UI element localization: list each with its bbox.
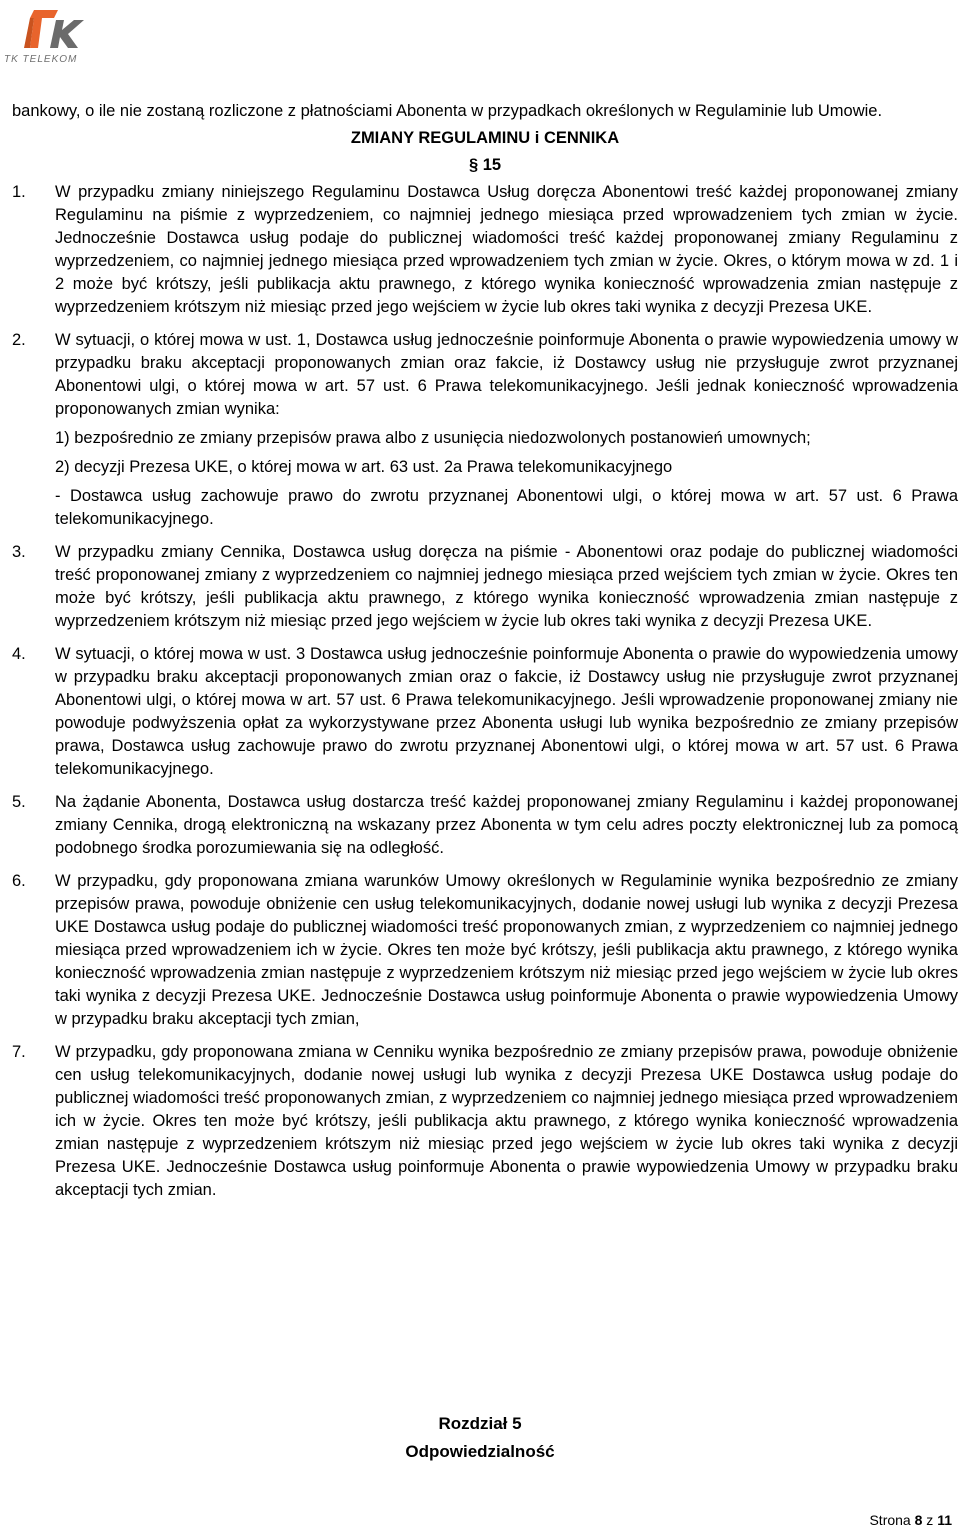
section-number: § 15	[468, 156, 502, 174]
list-item	[12, 643, 958, 781]
item-number: 2.	[12, 331, 26, 349]
document-body	[12, 100, 958, 1212]
item-number: 4.	[12, 645, 26, 663]
logo-text: TK TELEKOM	[4, 54, 78, 65]
sub-item: 1) bezpośrednio ze zmiany przepisów prawa albo z usunięcia niedozwolonych postanowień umownych;	[55, 429, 811, 447]
item-text: W przypadku zmiany Cennika, Dostawca usług doręcza na piśmie - Abonentowi oraz podaje do publicznej wiadomości treść proponowanej zmiany z wyprzedzeniem co najmniej jednego miesiąca przed wejściem tych zmian w życie. Okres ten może być krótszy, jeśli publikacja aktu prawnego, z którego wynika konieczność wprowadzenia zmian następuje z wyprzedzeniem krótszym niż miesiąc przed jego wejściem w życie lub okres taki wynika z decyzji Prezesa UKE.	[55, 543, 958, 630]
list-item	[12, 870, 958, 1031]
sub-item: 2) decyzji Prezesa UKE, o której mowa w art. 63 ust. 2a Prawa telekomunikacyjnego	[55, 458, 673, 476]
item-number: 6.	[12, 872, 26, 890]
item-text: W przypadku zmiany niniejszego Regulaminu Dostawca Usług doręcza Abonentowi treść każdej proponowanej zmiany Regulaminu na piśmie z wyprzedzeniem, co najmniej jednego miesiąca przed wprowadzeniem tych zmian w życie. Jednocześnie Dostawca usług podaje do publicznej wiadomości treść każdej proponowanej zmiany Regulaminu z wyprzedzeniem, co najmniej jednego miesiąca przed wprowadzeniem tych zmian w życie. Okres, o którym mowa w zd. 1 i 2 może być krótszy, jeśli publikacja aktu prawnego, z którego wynika konieczność wprowadzenia zmian następuje z wyprzedzeniem krótszym niż miesiąc przed jego wejściem w życie lub okres taki wynika z decyzji Prezesa UKE.	[55, 183, 958, 316]
chapter-subtitle: Odpowiedzialność	[405, 1442, 555, 1461]
item-text: W sytuacji, o której mowa w ust. 3 Dostawca usług jednocześnie poinformuje Abonenta o prawie do wypowiedzenia umowy w przypadku braku akceptacji proponowanych zmian oraz o fakcie, iż Dostawcy usług nie przysługuje zwrot przyznanej Abonentowi ulgi, o której mowa w art. 57 ust. 6 Prawa telekomunikacyjnego. Jeśli wprowadzenie proponowanej zmiany nie powoduje podwyższenia opłat za wykorzystywane przez Abonenta usługi lub wynika bezpośrednio ze zmiany przepisów prawa, Dostawca usług zachowuje prawo do zwrotu przyznanej Abonentowi ulgi, o której mowa w art. 57 ust. 6 Prawa telekomunikacyjnego.	[55, 645, 958, 778]
list-item	[12, 541, 958, 633]
total-pages: 11	[937, 1512, 952, 1528]
intro-paragraph: bankowy, o ile nie zostaną rozliczone z płatnościami Abonenta w przypadkach określonych w Regulaminie lub Umowie.	[12, 102, 883, 120]
list-item	[12, 791, 958, 860]
sub-item: - Dostawca usług zachowuje prawo do zwrotu przyznanej Abonentowi ulgi, o której mowa w art. 57 ust. 6 Prawa telekomunikacyjnego.	[55, 487, 958, 528]
item-number: 5.	[12, 793, 26, 811]
chapter-title: Rozdział 5	[438, 1414, 522, 1433]
list-item	[12, 181, 958, 319]
section-heading: ZMIANY REGULAMINU i CENNIKA	[350, 129, 620, 147]
item-number: 7.	[12, 1043, 26, 1061]
item-text: Na żądanie Abonenta, Dostawca usług dostarcza treść każdej proponowanej zmiany Regulaminu i każdej proponowanej zmiany Cennika, drogą elektroniczną na wskazany przez Abonenta w tym celu adres poczty elektronicznej lub za pomocą podobnego środka porozumiewania się na odległość.	[55, 793, 958, 857]
item-text: W przypadku, gdy proponowana zmiana w Cenniku wynika bezpośrednio ze zmiany przepisów prawa, powoduje obniżenie cen usług telekomunikacyjnych, dodanie nowej usługi lub wynika z decyzji Prezesa UKE Dostawca usług podaje do publicznej wiadomości treść proponowanych zmian, z wyprzedzeniem co najmniej jednego miesiąca przed wprowadzeniem ich w życie. Okres ten może być krótszy, jeśli publikacja aktu prawnego, z którego wynika konieczność wprowadzenia zmian następuje z wyprzedzeniem krótszym niż miesiąc przed jego wejściem w życie lub okres taki wynika z decyzji Prezesa UKE. Jednocześnie Dostawca usług poinformuje Abonenta o prawie wypowiedzenia Umowy w przypadku braku akceptacji tych zmian.	[55, 1043, 958, 1199]
page-separator: z	[926, 1512, 934, 1528]
current-page: 8	[914, 1512, 923, 1528]
item-number: 3.	[12, 543, 26, 561]
item-number: 1.	[12, 183, 26, 201]
page-label: Strona	[869, 1512, 911, 1528]
list-item	[12, 1041, 958, 1202]
list-item	[12, 329, 958, 531]
page-footer	[869, 1512, 952, 1528]
item-text: W przypadku, gdy proponowana zmiana warunków Umowy określonych w Regulaminie wynika bezpośrednio ze zmiany przepisów prawa, powoduje obniżenie cen usług telekomunikacyjnych, dodanie nowej usługi lub wynika z decyzji Prezesa UKE Dostawca usług podaje do publicznej wiadomości treść proponowanych zmian, z wyprzedzeniem co najmniej jednego miesiąca przed wprowadzeniem ich w życie. Okres ten może być krótszy, jeśli publikacja aktu prawnego, z którego wynika konieczność wprowadzenia zmian następuje z wyprzedzeniem krótszym niż miesiąc przed jego wejściem w życie lub okres taki wynika z decyzji Prezesa UKE. Jednocześnie Dostawca usług poinformuje Abonenta o prawie wypowiedzenia Umowy w przypadku braku akceptacji tych zmian,	[55, 872, 958, 1028]
item-text: W sytuacji, o której mowa w ust. 1, Dostawca usług jednocześnie poinformuje Abonenta o prawie wypowiedzenia umowy w przypadku braku akceptacji proponowanych zmian oraz fakcie, iż Dostawcy usług nie przysługuje zwrot przyznanej Abonentowi ulgi, o której mowa w art. 57 ust. 6 Prawa telekomunikacyjnego. Jeśli jednak konieczność wprowadzenia proponowanych zmian wynika:	[55, 331, 958, 418]
